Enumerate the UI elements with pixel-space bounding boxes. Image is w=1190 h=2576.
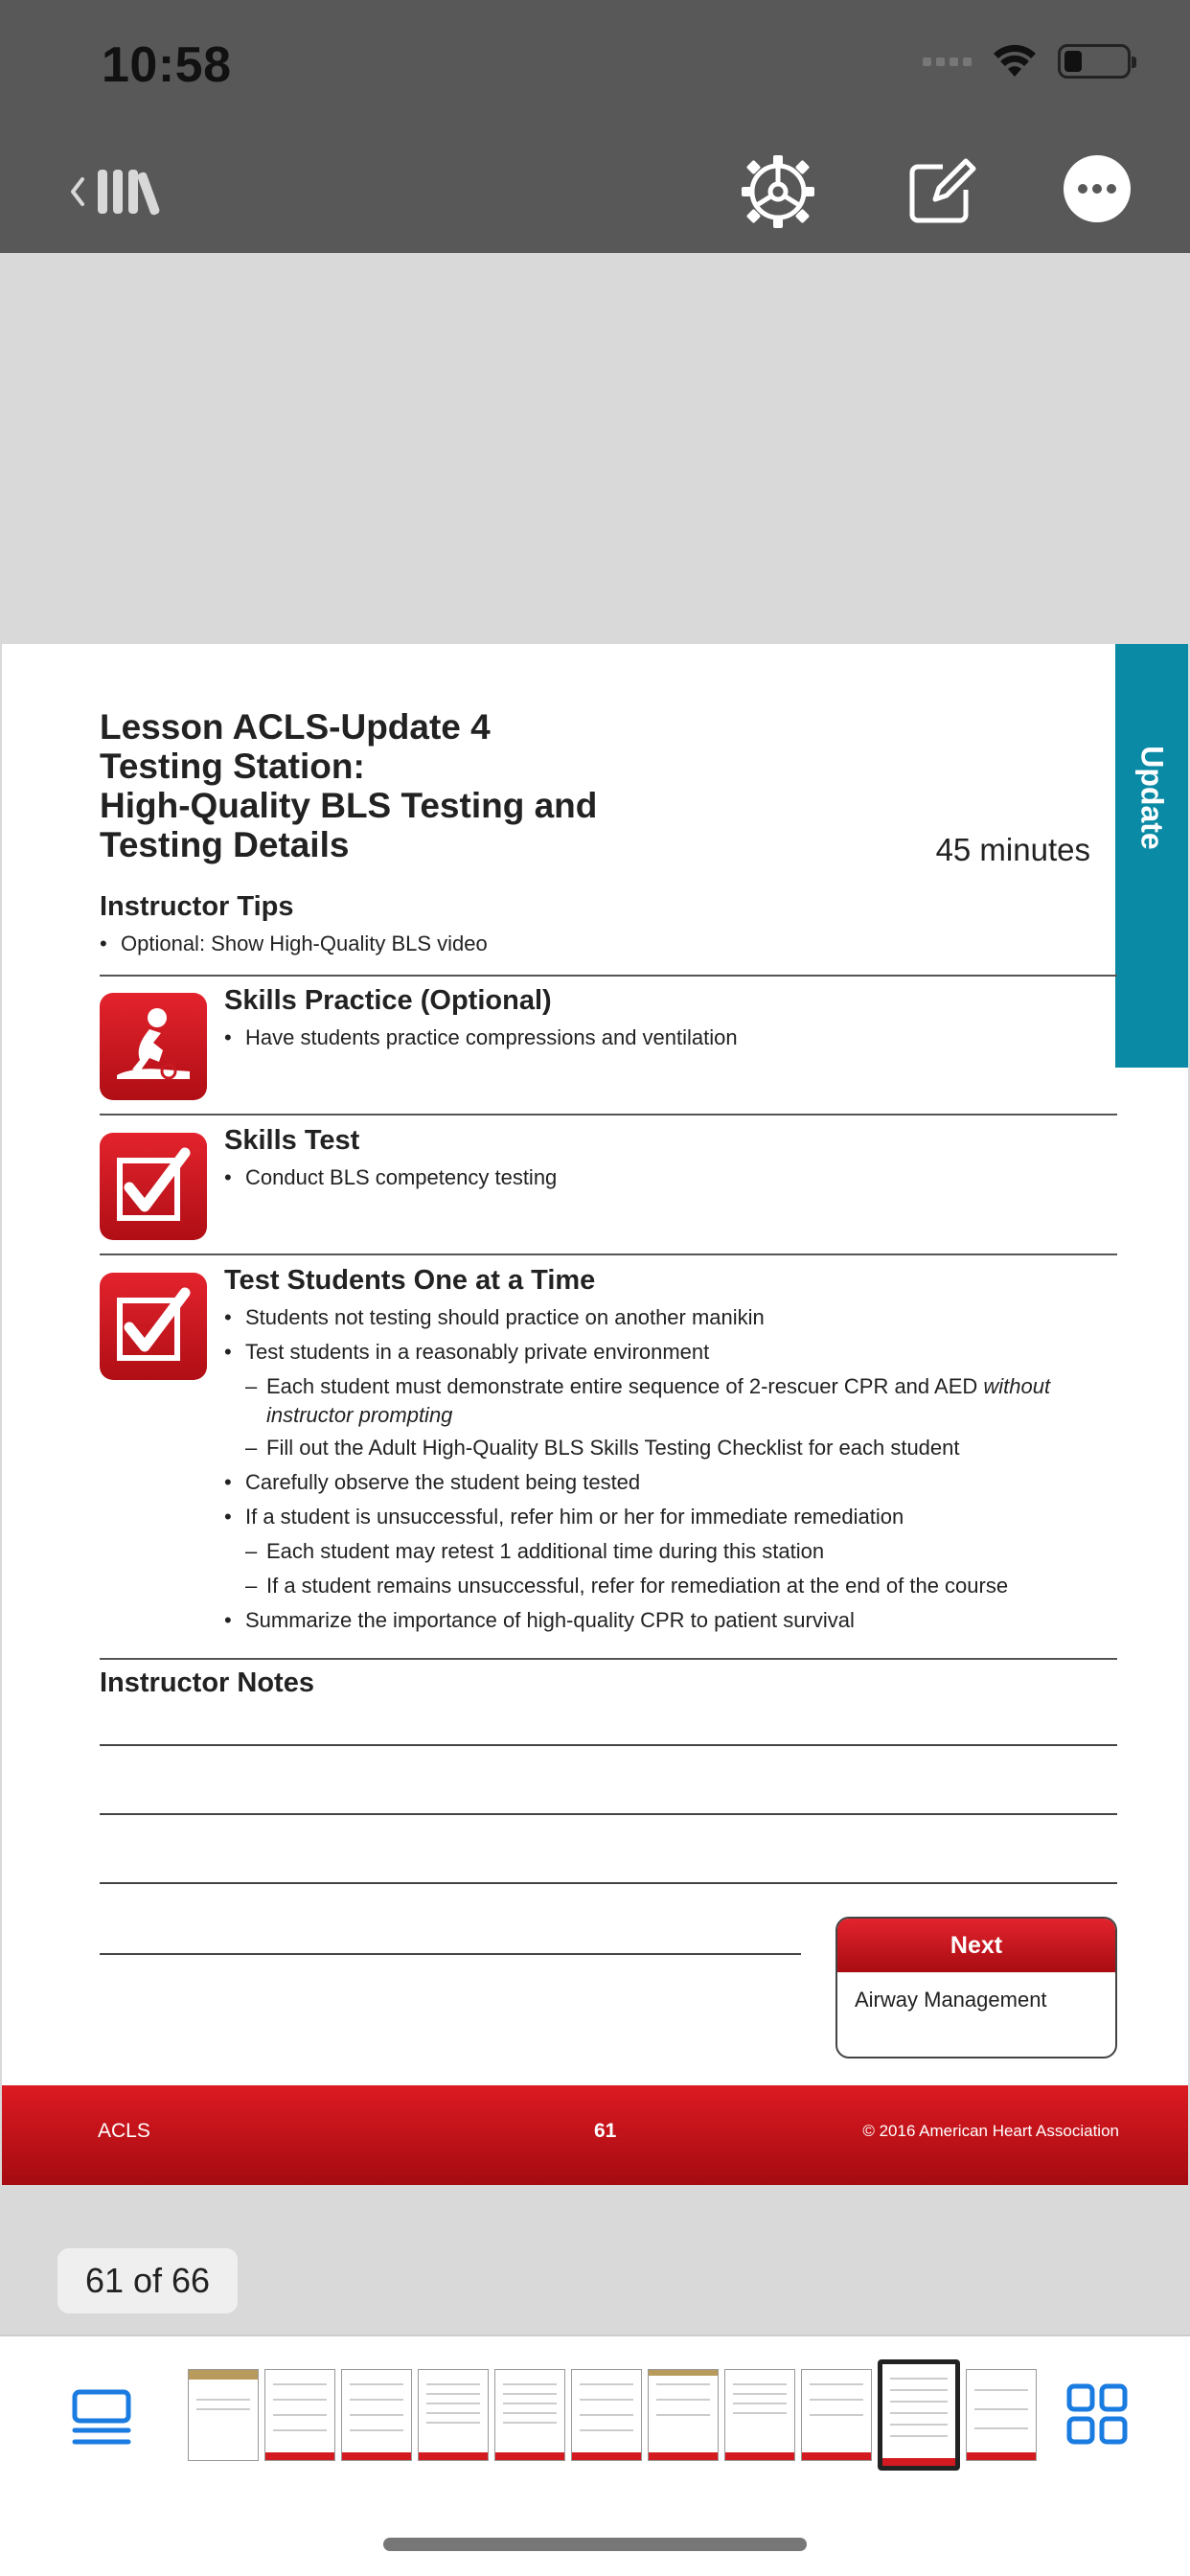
- lesson-title: [100, 707, 770, 864]
- title-line: Testing Details: [100, 825, 350, 864]
- notes-line: [100, 1813, 1117, 1815]
- ellipsis-icon: [1064, 155, 1131, 222]
- checkbox-icon: [110, 1283, 196, 1369]
- skills-practice-heading: Skills Practice (Optional): [224, 985, 552, 1016]
- test-students-subitem: – Each student must demonstrate entire sequence of 2-rescuer CPR and AED without instructor prompting: [245, 1374, 1051, 1427]
- notes-line: [100, 1882, 1117, 1884]
- skills-practice-item: • Have students practice compressions and ventilation: [224, 1025, 738, 1049]
- gear-icon: [738, 151, 818, 232]
- back-to-library-button[interactable]: [67, 153, 172, 230]
- page-thumbnail[interactable]: [264, 2369, 335, 2461]
- page-thumbnail[interactable]: [418, 2369, 489, 2461]
- list-view-icon: [69, 2384, 136, 2451]
- thumbnail-strip[interactable]: [188, 2369, 1037, 2461]
- test-students-item: • Summarize the importance of high-quality CPR to patient survival: [224, 1608, 855, 1632]
- next-lesson-box[interactable]: [835, 1917, 1117, 2058]
- page-thumbnail[interactable]: [648, 2369, 719, 2461]
- next-label: Next: [837, 1919, 1115, 1972]
- cpr-figure-icon: [107, 1000, 199, 1092]
- library-back-icon: [67, 158, 172, 225]
- divider: [100, 1254, 1117, 1255]
- skills-test-badge: [100, 1133, 207, 1240]
- page-thumbnail[interactable]: [966, 2369, 1037, 2461]
- page-thumbnail[interactable]: [341, 2369, 412, 2461]
- instructor-notes-heading: Instructor Notes: [100, 1668, 314, 1698]
- list-view-button[interactable]: [69, 2384, 136, 2451]
- divider: [100, 1114, 1117, 1116]
- test-students-subitem: – Fill out the Adult High-Quality BLS Skills Testing Checklist for each student: [245, 1436, 960, 1460]
- divider: [100, 1658, 1117, 1660]
- test-students-item: • Test students in a reasonably private environment: [224, 1340, 710, 1364]
- page-thumbnail[interactable]: [188, 2369, 259, 2461]
- wifi-icon: [993, 44, 1037, 79]
- skills-test-heading: Skills Test: [224, 1125, 360, 1156]
- test-students-subitem: – Each student may retest 1 additional time during this station: [245, 1539, 825, 1563]
- page-indicator: 61 of 66: [57, 2248, 238, 2313]
- test-students-item: • If a student is unsuccessful, refer him or her for immediate remediation: [224, 1505, 904, 1529]
- title-line: High-Quality BLS Testing and: [100, 786, 598, 825]
- title-line: Lesson ACLS-Update 4: [100, 707, 491, 747]
- title-line: Testing Station:: [100, 747, 365, 786]
- test-students-badge: [100, 1273, 207, 1380]
- update-side-tab: [1115, 644, 1188, 1068]
- notes-line: [100, 1744, 1117, 1746]
- test-students-item: • Carefully observe the student being tested: [224, 1470, 641, 1494]
- grid-view-button[interactable]: [1065, 2382, 1129, 2446]
- grid-view-icon: [1065, 2382, 1129, 2446]
- page-thumbnail[interactable]: [571, 2369, 642, 2461]
- page-thumbnail-current[interactable]: [878, 2359, 960, 2471]
- next-topic: Airway Management: [855, 1988, 1047, 2012]
- page-thumbnail[interactable]: [494, 2369, 565, 2461]
- home-indicator[interactable]: [383, 2538, 807, 2551]
- test-students-heading: Test Students One at a Time: [224, 1265, 596, 1296]
- checkbox-icon: [110, 1143, 196, 1230]
- top-bar: [0, 0, 1190, 253]
- tip-item: • Optional: Show High-Quality BLS video: [100, 932, 488, 955]
- test-students-subitem: – If a student remains unsuccessful, refer for remediation at the end of the course: [245, 1574, 1009, 1598]
- footer-copyright: © 2016 American Heart Association: [862, 2122, 1119, 2140]
- lesson-duration: 45 minutes: [935, 832, 1090, 867]
- skills-test-item: • Conduct BLS competency testing: [224, 1165, 558, 1189]
- notes-line: [100, 1953, 801, 1955]
- status-time: 10:58: [102, 37, 232, 93]
- instructor-tips-heading: Instructor Tips: [100, 891, 294, 922]
- more-button[interactable]: [1064, 155, 1131, 222]
- status-icons: [923, 44, 1131, 79]
- page-thumbnail[interactable]: [724, 2369, 795, 2461]
- cellular-signal-icon: [923, 58, 972, 66]
- bottom-toolbar: [0, 2334, 1190, 2576]
- footer-course: ACLS: [98, 2120, 150, 2142]
- divider: [100, 975, 1117, 977]
- battery-icon: [1058, 44, 1131, 79]
- update-tab-label: Update: [1134, 746, 1170, 850]
- document-page: [2, 644, 1188, 2185]
- page-footer: [2, 2085, 1188, 2185]
- pencil-square-icon: [901, 151, 981, 232]
- page-thumbnail[interactable]: [801, 2369, 872, 2461]
- skills-practice-badge: [100, 993, 207, 1100]
- footer-page-number: 61: [594, 2120, 617, 2142]
- test-students-item: • Students not testing should practice on another manikin: [224, 1305, 765, 1329]
- annotate-button[interactable]: [901, 151, 981, 232]
- settings-button[interactable]: [738, 151, 818, 232]
